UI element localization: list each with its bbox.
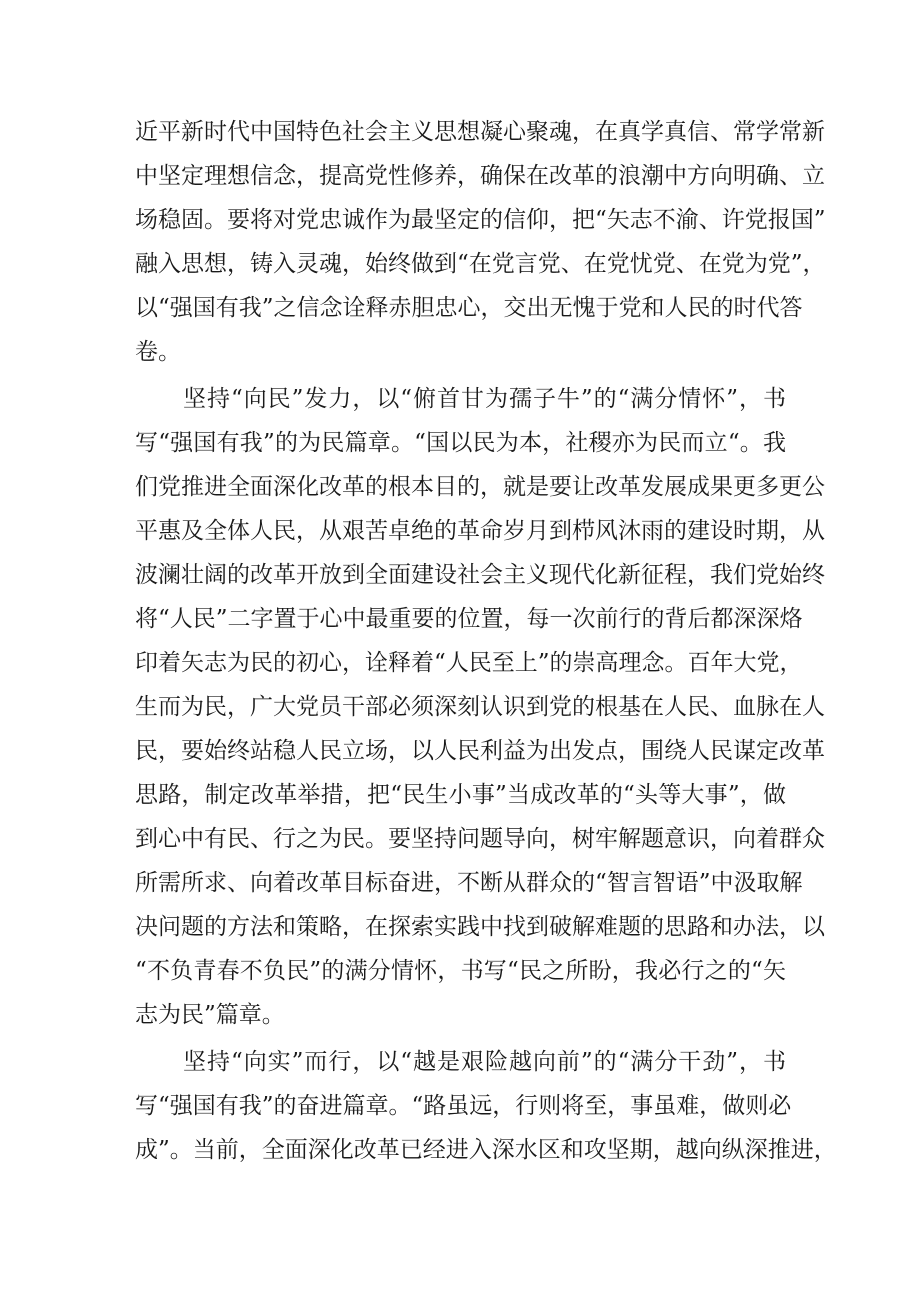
text-line <box>0 951 920 991</box>
line-text: 写“强国有我”的为民篇章。“国以民为本，社稷亦为民而立“。我 <box>135 430 786 456</box>
line-text: 决问题的方法和策略，在探索实践中找到破解难题的思路和办法，以 <box>135 914 825 940</box>
line-text: 们党推进全面深化改革的根本目的，就是要让改革发展成果更多更公 <box>135 474 825 500</box>
text-line <box>0 863 920 903</box>
line-text: 成”。当前，全面深化改革已经进入深水区和攻坚期，越向纵深推进， <box>135 1137 837 1163</box>
text-line <box>0 995 920 1035</box>
line-text: 思路，制定改革举措，把“民生小事”当成改革的“头等大事”，做 <box>135 782 786 808</box>
text-line <box>0 907 920 947</box>
line-text: 民，要始终站稳人民立场，以人民利益为出发点，围绕人民谋定改革 <box>135 738 825 764</box>
text-line <box>0 244 920 284</box>
line-text: 以“强国有我”之信念诠释赤胆忠心，交出无愧于党和人民的时代答 <box>135 295 803 321</box>
text-line <box>0 156 920 196</box>
line-text: 写“强国有我”的奋进篇章。“路虽远，行则将至，事虽难，做则必 <box>135 1093 792 1119</box>
line-text: 坚持“向民”发力，以“俯首甘为孺子牛”的“满分情怀”，书 <box>183 386 786 412</box>
line-text: 卷。 <box>135 339 181 365</box>
text-line <box>0 1086 920 1126</box>
line-text: 波澜壮阔的改革开放到全面建设社会主义现代化新征程，我们党始终 <box>135 562 825 588</box>
line-text: 到心中有民、行之为民。要坚持问题导向，树牢解题意识，向着群众 <box>135 826 825 852</box>
text-line <box>0 731 920 771</box>
line-text: 融入思想，铸入灵魂，始终做到“在党言党、在党忧党、在党为党”， <box>135 251 826 277</box>
text-line <box>0 423 920 463</box>
line-text: 平惠及全体人民，从艰苦卓绝的革命岁月到栉风沐雨的建设时期，从 <box>135 518 825 544</box>
text-line <box>0 1042 920 1082</box>
text-line <box>0 288 920 328</box>
text-line <box>0 643 920 683</box>
line-text: 中坚定理想信念，提高党性修养，确保在改革的浪潮中方向明确、立 <box>135 163 825 189</box>
text-line <box>0 467 920 507</box>
text-line <box>0 599 920 639</box>
line-text: 生而为民，广大党员干部必须深刻认识到党的根基在人民、血脉在人 <box>135 694 825 720</box>
line-text: 印着矢志为民的初心，诠释着“人民至上”的崇高理念。百年大党， <box>135 650 803 676</box>
line-text: “不负青春不负民”的满分情怀，书写“民之所盼，我必行之的“矢 <box>135 958 786 984</box>
text-line <box>0 200 920 240</box>
text-line <box>0 687 920 727</box>
line-text: 所需所求、向着改革目标奋进，不断从群众的“智言智语”中汲取解 <box>135 870 803 896</box>
text-line <box>0 819 920 859</box>
text-line <box>0 511 920 551</box>
line-text: 场稳固。要将对党忠诚作为最坚定的信仰，把“矢志不渝、许党报国” <box>135 207 826 233</box>
line-text: 将“人民”二字置于心中最重要的位置，每一次前行的背后都深深烙 <box>135 606 803 632</box>
text-line <box>0 379 920 419</box>
line-text: 坚持“向实”而行，以“越是艰险越向前”的“满分干劲”，书 <box>183 1049 786 1075</box>
line-text: 志为民”篇章。 <box>135 1002 285 1028</box>
text-line <box>0 1130 920 1170</box>
text-line <box>0 555 920 595</box>
text-line <box>0 112 920 152</box>
text-line <box>0 775 920 815</box>
line-text: 近平新时代中国特色社会主义思想凝心聚魂，在真学真信、常学常新 <box>135 119 825 145</box>
text-line <box>0 332 920 372</box>
